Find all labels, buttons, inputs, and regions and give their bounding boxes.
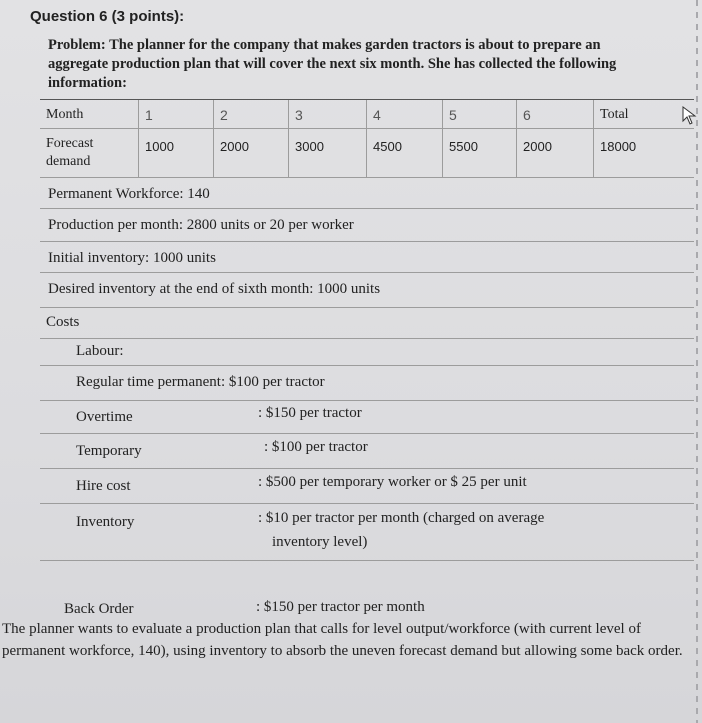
overtime-value: : $150 per tractor <box>258 405 362 421</box>
demand-cell <box>516 129 593 177</box>
month-cell <box>442 100 516 128</box>
demand-4: 4500 <box>373 139 402 154</box>
production-text: Production per month: 2800 units or 20 per worker <box>48 217 354 233</box>
month-header <box>40 100 138 128</box>
backorder-value: : $150 per tractor per month <box>256 599 425 615</box>
demand-cell <box>213 129 288 177</box>
month-5: 5 <box>449 107 457 123</box>
initial-inventory-text: Initial inventory: 1000 units <box>48 250 216 266</box>
temporary-row <box>40 434 694 469</box>
demand-cell <box>442 129 516 177</box>
question-title: Question 6 (3 points): <box>30 8 185 25</box>
hire-row <box>40 469 694 504</box>
desired-inventory-text: Desired inventory at the end of sixth month: 1000 units <box>48 281 381 297</box>
month-cell <box>516 100 593 128</box>
demand-6: 2000 <box>523 139 552 154</box>
demand-cell <box>366 129 442 177</box>
demand-header <box>40 129 138 177</box>
demand-5: 5500 <box>449 139 478 154</box>
month-3: 3 <box>295 107 303 123</box>
info-table <box>40 99 694 561</box>
labour-label: Labour: <box>76 343 124 359</box>
month-6: 6 <box>523 107 531 123</box>
backorder-row <box>0 598 702 618</box>
problem-statement: Problem: The planner for the company that makes garden tractors is about to prepare an aggregate production plan that will cover the next six month. She has collected the following information: <box>48 37 617 91</box>
desired-inventory-row <box>40 273 694 308</box>
costs-row <box>40 308 694 339</box>
month-cell <box>213 100 288 128</box>
demand-1: 1000 <box>145 139 174 154</box>
hire-value: : $500 per temporary worker or $ 25 per unit <box>258 474 527 490</box>
month-cell <box>366 100 442 128</box>
demand-row <box>40 129 694 178</box>
demand-cell <box>288 129 366 177</box>
costs-label: Costs <box>46 314 80 330</box>
mouse-pointer-icon <box>682 106 698 126</box>
total-label: Total <box>600 107 629 122</box>
inventory-value-line2: inventory level) <box>272 534 368 550</box>
workforce-text: Permanent Workforce: 140 <box>48 186 210 202</box>
closing-paragraph: The planner wants to evaluate a production plan that calls for level output/workforce (with current level of permanent workforce, 140), using inventory to absorb the uneven forecast demand but allowing some back order. <box>2 621 683 659</box>
demand-3: 3000 <box>295 139 324 154</box>
month-cell <box>288 100 366 128</box>
backorder-label: Back Order <box>64 601 134 617</box>
demand-label: Forecast demand <box>46 136 94 169</box>
month-1: 1 <box>145 107 153 123</box>
bottom-section <box>0 598 702 662</box>
regular-row <box>40 366 694 401</box>
month-4: 4 <box>373 107 381 123</box>
inventory-row <box>40 504 694 561</box>
inventory-label: Inventory <box>76 514 135 530</box>
workforce-row <box>40 178 694 209</box>
overtime-row <box>40 401 694 434</box>
regular-text: Regular time permanent: $100 per tractor <box>76 374 325 390</box>
labour-row <box>40 339 694 366</box>
hire-label: Hire cost <box>76 478 131 494</box>
demand-cell <box>138 129 213 177</box>
inventory-value-line1: : $10 per tractor per month (charged on average <box>258 510 545 526</box>
total-header <box>593 100 694 128</box>
demand-2: 2000 <box>220 139 249 154</box>
month-cell <box>138 100 213 128</box>
initial-inventory-row <box>40 242 694 273</box>
month-label: Month <box>46 107 84 122</box>
production-row <box>40 209 694 242</box>
temporary-label: Temporary <box>76 443 142 459</box>
demand-total: 18000 <box>600 139 637 154</box>
month-row <box>40 100 694 129</box>
temporary-value: : $100 per tractor <box>264 439 368 455</box>
overtime-label: Overtime <box>76 409 133 425</box>
month-2: 2 <box>220 107 228 123</box>
demand-total-cell <box>593 129 694 177</box>
